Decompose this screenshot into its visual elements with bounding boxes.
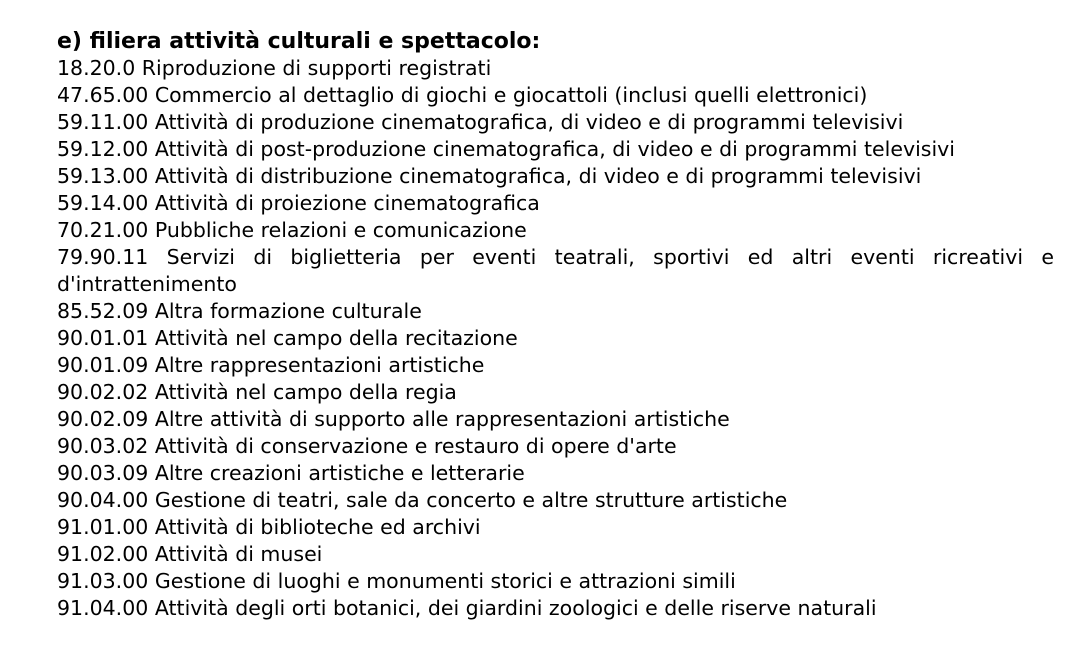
list-item (57, 352, 1054, 379)
ateco-description: Attività nel campo della recitazione (154, 326, 518, 350)
list-item (57, 595, 1054, 622)
list-item (57, 109, 1054, 136)
ateco-code: 59.12.00 (57, 137, 149, 161)
ateco-description: Attività degli orti botanici, dei giardini zoologici e delle riserve naturali (154, 596, 877, 620)
ateco-description: Servizi di biglietteria per eventi teatrali, sportivi ed altri eventi ricreativi e (166, 245, 1054, 269)
list-item (57, 406, 1054, 433)
list-item (57, 244, 1054, 298)
ateco-description: Attività di produzione cinematografica, di video e di programmi televisivi (154, 110, 904, 134)
ateco-description: Altre creazioni artistiche e letterarie (154, 461, 525, 485)
list-item (57, 190, 1054, 217)
list-item (57, 82, 1054, 109)
ateco-code: 90.04.00 (57, 488, 149, 512)
ateco-code: 91.02.00 (57, 542, 149, 566)
ateco-description: Attività di musei (154, 542, 323, 566)
ateco-code: 85.52.09 (57, 299, 149, 323)
ateco-code: 90.01.09 (57, 353, 149, 377)
ateco-description: Riproduzione di supporti registrati (141, 56, 492, 80)
list-item (57, 325, 1054, 352)
section-heading: e) filiera attività culturali e spettacolo: (57, 29, 541, 54)
ateco-description: Attività di conservazione e restauro di opere d'arte (154, 434, 677, 458)
justified-line (57, 244, 1054, 271)
ateco-code: 18.20.0 (57, 56, 136, 80)
list-item (57, 55, 1054, 82)
ateco-description: Altre attività di supporto alle rappresentazioni artistiche (154, 407, 730, 431)
list-item (57, 379, 1054, 406)
ateco-description: Pubbliche relazioni e comunicazione (154, 218, 527, 242)
list-item (57, 514, 1054, 541)
ateco-code: 90.02.02 (57, 380, 149, 404)
ateco-code: 90.01.01 (57, 326, 149, 350)
list-item (57, 460, 1054, 487)
ateco-description: Attività di proiezione cinematografica (154, 191, 540, 215)
ateco-code-list (57, 55, 1054, 622)
ateco-description: Attività di biblioteche ed archivi (154, 515, 481, 539)
ateco-code: 90.03.02 (57, 434, 149, 458)
list-item (57, 298, 1054, 325)
document-section (57, 28, 1054, 622)
ateco-description: Attività di distribuzione cinematografica, di video e di programmi televisivi (154, 164, 922, 188)
ateco-code: 91.04.00 (57, 596, 149, 620)
ateco-description: Altra formazione culturale (154, 299, 422, 323)
ateco-code: 59.11.00 (57, 110, 149, 134)
ateco-description-continuation: d'intrattenimento (57, 272, 237, 296)
ateco-description: Attività nel campo della regia (154, 380, 457, 404)
list-item (57, 217, 1054, 244)
list-item (57, 433, 1054, 460)
ateco-description: Gestione di luoghi e monumenti storici e attrazioni simili (154, 569, 736, 593)
ateco-code: 79.90.11 (57, 245, 149, 269)
ateco-code: 91.03.00 (57, 569, 149, 593)
ateco-code: 59.13.00 (57, 164, 149, 188)
ateco-description: Attività di post-produzione cinematografica, di video e di programmi televisivi (154, 137, 955, 161)
list-item (57, 136, 1054, 163)
ateco-code: 90.02.09 (57, 407, 149, 431)
ateco-code: 70.21.00 (57, 218, 149, 242)
ateco-code: 90.03.09 (57, 461, 149, 485)
list-item (57, 541, 1054, 568)
list-item (57, 568, 1054, 595)
ateco-code: 91.01.00 (57, 515, 149, 539)
ateco-description: Commercio al dettaglio di giochi e giocattoli (inclusi quelli elettronici) (154, 83, 868, 107)
list-item (57, 163, 1054, 190)
ateco-code: 47.65.00 (57, 83, 149, 107)
ateco-description: Gestione di teatri, sale da concerto e altre strutture artistiche (154, 488, 788, 512)
ateco-description: Altre rappresentazioni artistiche (154, 353, 485, 377)
ateco-code: 59.14.00 (57, 191, 149, 215)
list-item (57, 487, 1054, 514)
